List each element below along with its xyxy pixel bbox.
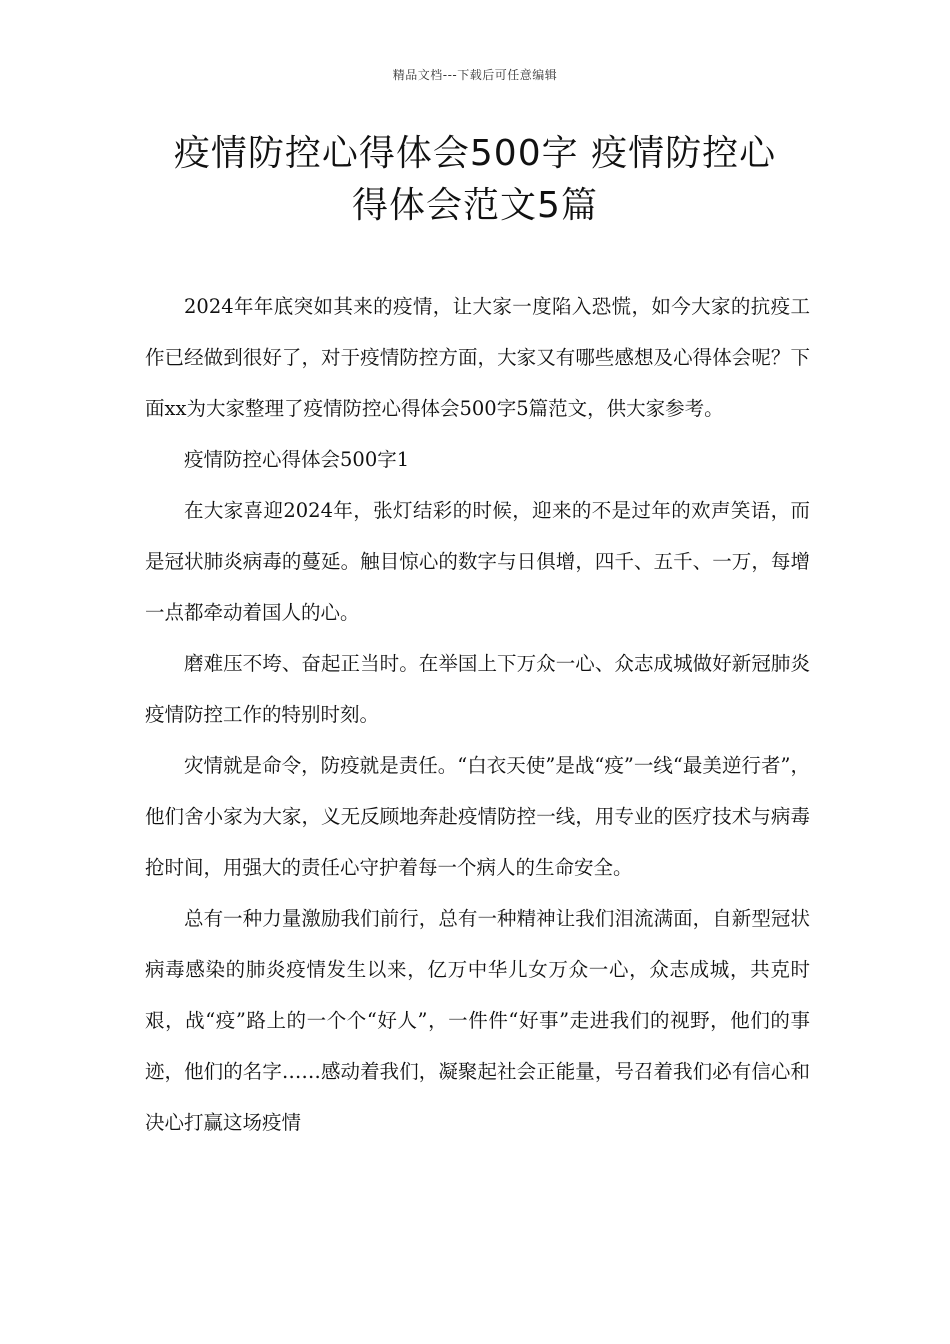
paragraph: 在大家喜迎2024年，张灯结彩的时候，迎来的不是过年的欢声笑语，而是冠状肺炎病毒的蔓延。触目惊心的数字与日俱增，四千、五千、一万，每增一点都牵动着国人的心。 <box>145 499 810 624</box>
header-note: 精品文档---下载后可任意编辑 <box>392 68 558 82</box>
section-heading-1: 疫情防控心得体会500字1 <box>184 448 410 471</box>
paragraph: 总有一种力量激励我们前行，总有一种精神让我们泪流满面，自新型冠状病毒感染的肺炎疫情发生以来，亿万中华儿女万众一心，众志成城，共克时艰，战“疫”路上的一个个“好人”，一件件“好事”走进我们的视野，他们的事迹，他们的名字……感动着我们，凝聚起社会正能量，号召着我们必有信心和决心打赢这场疫情 <box>145 907 810 1134</box>
paragraph-intro: 2024年年底突如其来的疫情，让大家一度陷入恐慌，如今大家的抗疫工作已经做到很好了，对于疫情防控方面，大家又有哪些感想及心得体会呢？下面xx为大家整理了疫情防控心得体会500字5篇范文，供大家参考。 <box>145 295 810 420</box>
document-body <box>145 281 810 1148</box>
document-title <box>140 128 810 232</box>
paragraph: 磨难压不垮、奋起正当时。在举国上下万众一心、众志成城做好新冠肺炎疫情防控工作的特别时刻。 <box>145 652 810 726</box>
paragraph: 灾情就是命令，防疫就是责任。“白衣天使”是战“疫”一线“最美逆行者”，他们舍小家为大家，义无反顾地奔赴疫情防控一线，用专业的医疗技术与病毒抢时间，用强大的责任心守护着每一个病人的生命安全。 <box>145 754 810 879</box>
title-line-2: 得体会范文5篇 <box>352 185 598 226</box>
title-line-1: 疫情防控心得体会500字 疫情防控心 <box>173 133 777 174</box>
